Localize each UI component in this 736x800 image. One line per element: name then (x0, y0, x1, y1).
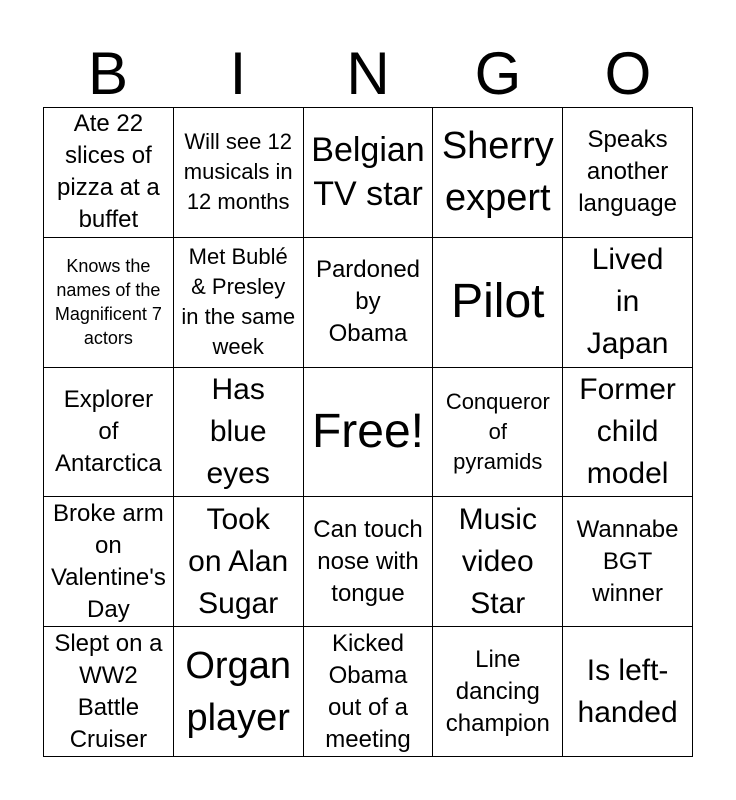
header-letter-o: O (604, 40, 652, 107)
header-letter-g: G (474, 40, 522, 107)
bingo-cell[interactable] (174, 497, 304, 627)
cell-text: Pilot (451, 275, 545, 329)
cell-text: Belgian TV star (311, 131, 425, 214)
bingo-cell[interactable] (44, 368, 174, 498)
cell-text: Is left- handed (577, 653, 678, 729)
cell-text: Knows the names of the Magnificent 7 actors (54, 256, 162, 349)
cell-text: Has blue eyes (206, 373, 270, 490)
cell-text: Slept on a WW2 Battle Cruiser (54, 629, 163, 753)
bingo-cell[interactable] (174, 627, 304, 757)
cell-text: Will see 12 musicals in 12 months (183, 129, 293, 215)
cell-text: Took on Alan Sugar (188, 502, 289, 620)
bingo-cell[interactable] (304, 108, 434, 238)
bingo-cell[interactable] (433, 368, 563, 498)
bingo-cell[interactable] (174, 238, 304, 368)
cell-text: Speaks another language (578, 126, 677, 218)
cell-text: Met Bublé & Presley in the same week (181, 244, 296, 360)
free-space-cell[interactable] (304, 368, 434, 498)
bingo-cell[interactable] (433, 108, 563, 238)
cell-text: Organ player (185, 644, 291, 739)
bingo-cell[interactable] (563, 238, 693, 368)
cell-text: Lived in Japan (586, 243, 669, 361)
bingo-cell[interactable] (433, 238, 563, 368)
bingo-cell[interactable] (44, 108, 174, 238)
bingo-cell[interactable] (44, 238, 174, 368)
cell-text: Explorer of Antarctica (55, 385, 162, 477)
bingo-cell[interactable] (563, 368, 693, 498)
bingo-cell[interactable] (433, 627, 563, 757)
bingo-cell[interactable] (433, 497, 563, 627)
bingo-cell[interactable] (563, 497, 693, 627)
header-letter-n: N (346, 40, 390, 107)
bingo-cell[interactable] (174, 368, 304, 498)
bingo-cell[interactable] (304, 497, 434, 627)
free-space-text: Free! (311, 404, 424, 458)
header-letter-i: I (229, 40, 247, 107)
cell-text: Can touch nose with tongue (313, 515, 423, 607)
cell-text: Ate 22 slices of pizza at a buffet (57, 110, 160, 234)
bingo-grid (43, 107, 693, 757)
bingo-cell[interactable] (304, 238, 434, 368)
bingo-cell[interactable] (563, 108, 693, 238)
cell-text: Sherry expert (441, 125, 554, 220)
cell-text: Pardoned by Obama (315, 256, 421, 348)
bingo-cell[interactable] (44, 627, 174, 757)
bingo-cell[interactable] (44, 497, 174, 627)
bingo-cell[interactable] (304, 627, 434, 757)
cell-text: Former child model (579, 373, 676, 490)
cell-text: Broke arm on Valentine's Day (50, 499, 166, 623)
bingo-header (43, 40, 693, 108)
cell-text: Wannabe BGT winner (576, 515, 679, 607)
header-letter-b: B (87, 40, 129, 107)
cell-text: Conqueror of pyramids (445, 388, 550, 474)
cell-text: Kicked Obama out of a meeting (325, 629, 411, 753)
bingo-cell[interactable] (563, 627, 693, 757)
bingo-cell[interactable] (174, 108, 304, 238)
cell-text: Line dancing champion (445, 645, 550, 737)
cell-text: Music video Star (458, 502, 537, 620)
